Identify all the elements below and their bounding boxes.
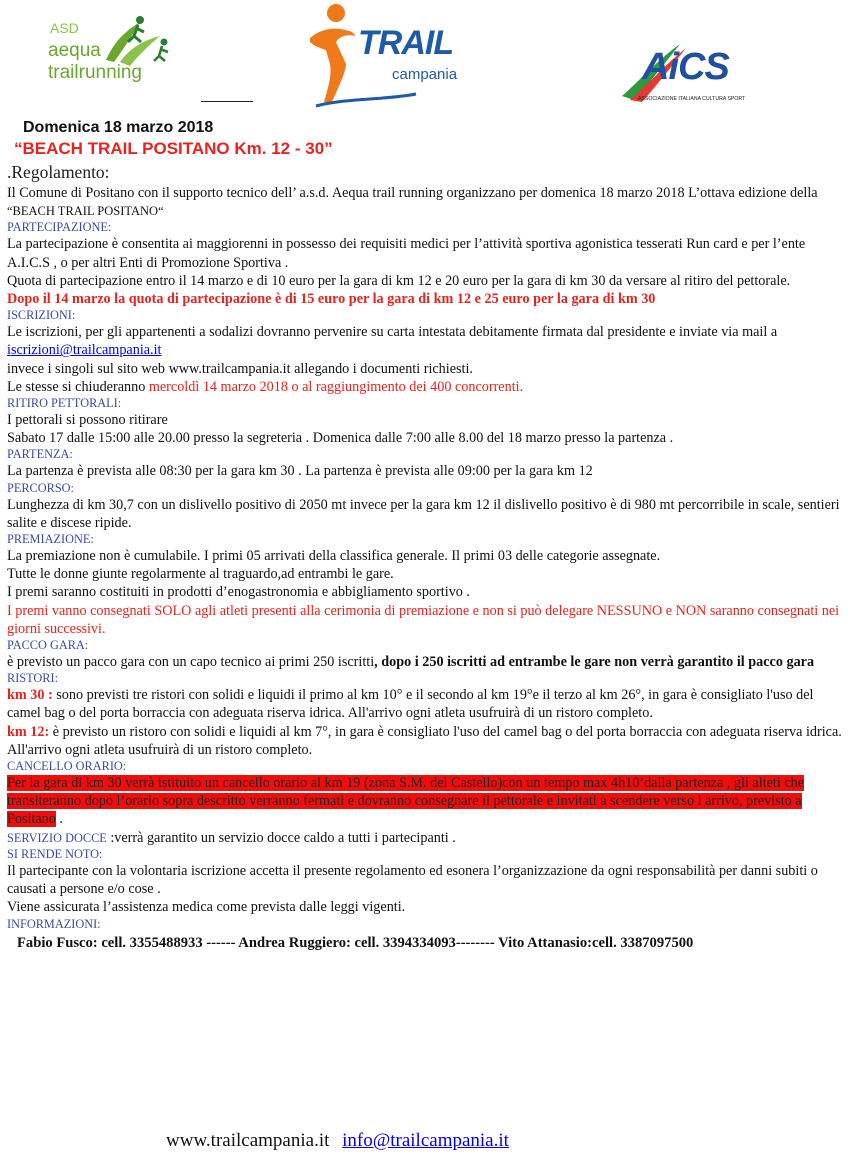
campania-text: campania [392,66,458,83]
section-si-rende-noto: SI RENDE NOTO: [7,846,103,861]
trailrunning-text: trailrunning [48,62,142,83]
rende-noto-p1: Il partecipante con la volontaria iscrizione accetta il presente regolamento ed esonera l’organizzazione da ogni responsabilità per danni subiti o causati a persone e/o cose . [7,862,818,898]
premiazione-p1: La premiazione non è cumulabile. I primi 05 arrivati della classifica generale. Il primi 03 delle categorie assegnate. [7,548,661,565]
intro-paragraph [7,184,845,220]
ristori-km30 [7,686,845,722]
footer-website: www.trailcampania.it [166,1130,330,1151]
docce-line [7,829,845,847]
ristori-km12-text: è previsto un ristoro con solidi e liquidi al km 7°, in gara è consigliato l'uso del camel bag o del porta borraccia con adeguata riserva idrica. All'arrivo ogni atleta usufruirà di un ristoro completo. [7,723,842,758]
partecipazione-quota: Quota di partecipazione entro il 14 marzo e di 10 euro per la gara di km 12 e 20 euro per la gara di km 30 da versare al ritiro del pettorale. [7,272,791,289]
premiazione-avviso: I premi vanno consegnati SOLO agli atleti presenti alla cerimonia di premiazione e non si può delegare NESSUNO e NON saranno consegnati nei giorni successivi. [7,602,840,637]
section-ristori: RISTORI: [7,671,59,686]
section-iscrizioni: ISCRIZIONI: [7,308,76,323]
contacts-line: Fabio Fusco: cell. 3355488933 ------ Andrea Ruggiero: cell. 3394334093-------- Vito Attanasio:cell. 3387097500 [17,934,694,951]
aequa-text: aequa [48,40,101,61]
ristori-km30-text: sono previsti tre ristori con solidi e liquidi il primo al km 10° e il secondo al km 19°e il terzo al km 26°, in gara è consigliato l'uso del camel bag o del porta borraccia con adeguata riserva idrica. All'arrivo ogni atleta usufruirà di un ristoro completo. [7,687,814,722]
pacco-gara-main: è previsto un pacco gara con un capo tecnico ai primi 250 iscritti [7,654,375,671]
event-title: “BEACH TRAIL POSITANO Km. 12 - 30” [14,139,333,158]
intro-event-name: “BEACH TRAIL POSITANO“ [7,204,164,219]
aics-logo [620,40,750,106]
footer-email-link[interactable]: info@trailcampania.it [342,1130,509,1151]
pacco-gara-text [7,653,845,671]
percorso-descrizione: Lunghezza di km 30,7 con un dislivello positivo di 2050 mt invece per la gara km 12 il dislivello positivo è di 980 mt percorribile in scale, sentieri salite e discese ripide. [7,496,840,531]
section-pacco-gara: PACCO GARA: [7,638,89,653]
regolamento-document [7,118,845,952]
cancello-highlight: Per la gara di km 30 verrà istituito un cancello orario al km 19 (zona S.M. del Castello)con un tempo max 4h10’dalla partenza , gli alteti che transiteranno dopo l’orario sopra descritto verranno fermati e dovranno consegnare il pettorale e invitati a scendere verso l arrivo, previsto a Positano [7,775,805,828]
section-ritiro-pettorali: RITIRO PETTORALI: [7,396,122,411]
rende-noto-p2: Viene assicurata l’assistenza medica come prevista dalle leggi vigenti. [7,899,406,916]
section-partenza: PARTENZA: [7,447,73,462]
aics-text: AiCS [642,46,729,88]
trail-text: TRAIL [358,24,454,62]
iscrizioni-text [7,323,845,359]
premiazione-p2: Tutte le donne giunte regolarmente al traguardo,ad entrambi le gare. [7,566,394,583]
section-servizio-docce: SERVIZIO DOCCE [7,830,107,845]
ristori-km12 [7,723,845,759]
intro-text: Il Comune di Positano con il supporto tecnico dell’ a.s.d. Aequa trail running organizzano per domenica 18 marzo 2018 L’ottava edizione della [7,185,818,201]
ristori-km12-label: km 12: [7,723,50,740]
partecipazione-quota-late: Dopo il 14 marzo la quota di partecipazione è di 15 euro per la gara di km 12 e 25 euro per la gara di km 30 [7,291,656,308]
event-date: Domenica 18 marzo 2018 [23,119,214,136]
iscrizioni-intro: Le iscrizioni, per gli appartenenti a sodalizi dovranno pervenire su carta intestata debitamente firmata dal presidente e inviate via mail a [7,324,778,341]
trail-campania-logo [306,2,471,114]
partecipazione-requisiti: La partecipazione è consentita ai maggiorenni in possesso dei requisiti medici per l’attività sportiva agonistica tesserati Run card e per l’ente A.I.C.S , o per altri Enti di Promozione Sportiva . [7,236,806,271]
aics-subtitle: ASSOCIAZIONE ITALIANA CULTURA SPORT [638,96,746,102]
iscrizioni-chiusura-date: mercoldì 14 marzo 2018 o al raggiungimento dei 400 concorrenti. [148,378,524,395]
ritiro-orari: Sabato 17 dalle 15:00 alle 20.00 presso la segreteria . Domenica dalle 7:00 alle 8.00 del 18 marzo presso la partenza . [7,430,674,447]
ristori-km30-label: km 30 : [7,687,53,704]
cancello-text [7,774,845,829]
iscrizioni-chiusura-text: Le stesse si chiuderanno [7,378,149,395]
decorative-line [201,101,253,102]
header [0,0,850,118]
iscrizioni-chiusura [7,378,845,396]
section-percorso: PERCORSO: [7,480,74,495]
section-partecipazione: PARTECIPAZIONE: [7,220,112,235]
regolamento-heading: .Regolamento: [7,162,110,182]
section-cancello-orario: CANCELLO ORARIO: [7,759,127,774]
section-informazioni: INFORMAZIONI: [7,916,101,931]
premiazione-p3: I premi saranno costituiti in prodotti d’enogastronomia e abbigliamento sportivo . [7,584,470,601]
iscrizioni-singoli: invece i singoli sul sito web www.trailcampania.it allegando i documenti richiesti. [7,360,473,377]
asd-text: ASD [50,20,79,36]
footer [166,1130,509,1152]
iscrizioni-email-link[interactable]: iscrizioni@trailcampania.it [7,342,162,359]
cancello-tail: . [55,811,63,828]
section-premiazione: PREMIAZIONE: [7,532,94,547]
pacco-gara-bold: , dopo i 250 iscritti ad entrambe le gare non verrà garantito il pacco gara [374,654,815,671]
asd-aequa-logo [44,12,174,92]
ritiro-intro: I pettorali si possono ritirare [7,412,168,429]
docce-text: :verrà garantito un servizio docce caldo a tutti i partecipanti . [106,829,456,846]
partenza-orari: La partenza è prevista alle 08:30 per la gara km 30 . La partenza è prevista alle 09:00 per la gara km 12 [7,463,593,480]
